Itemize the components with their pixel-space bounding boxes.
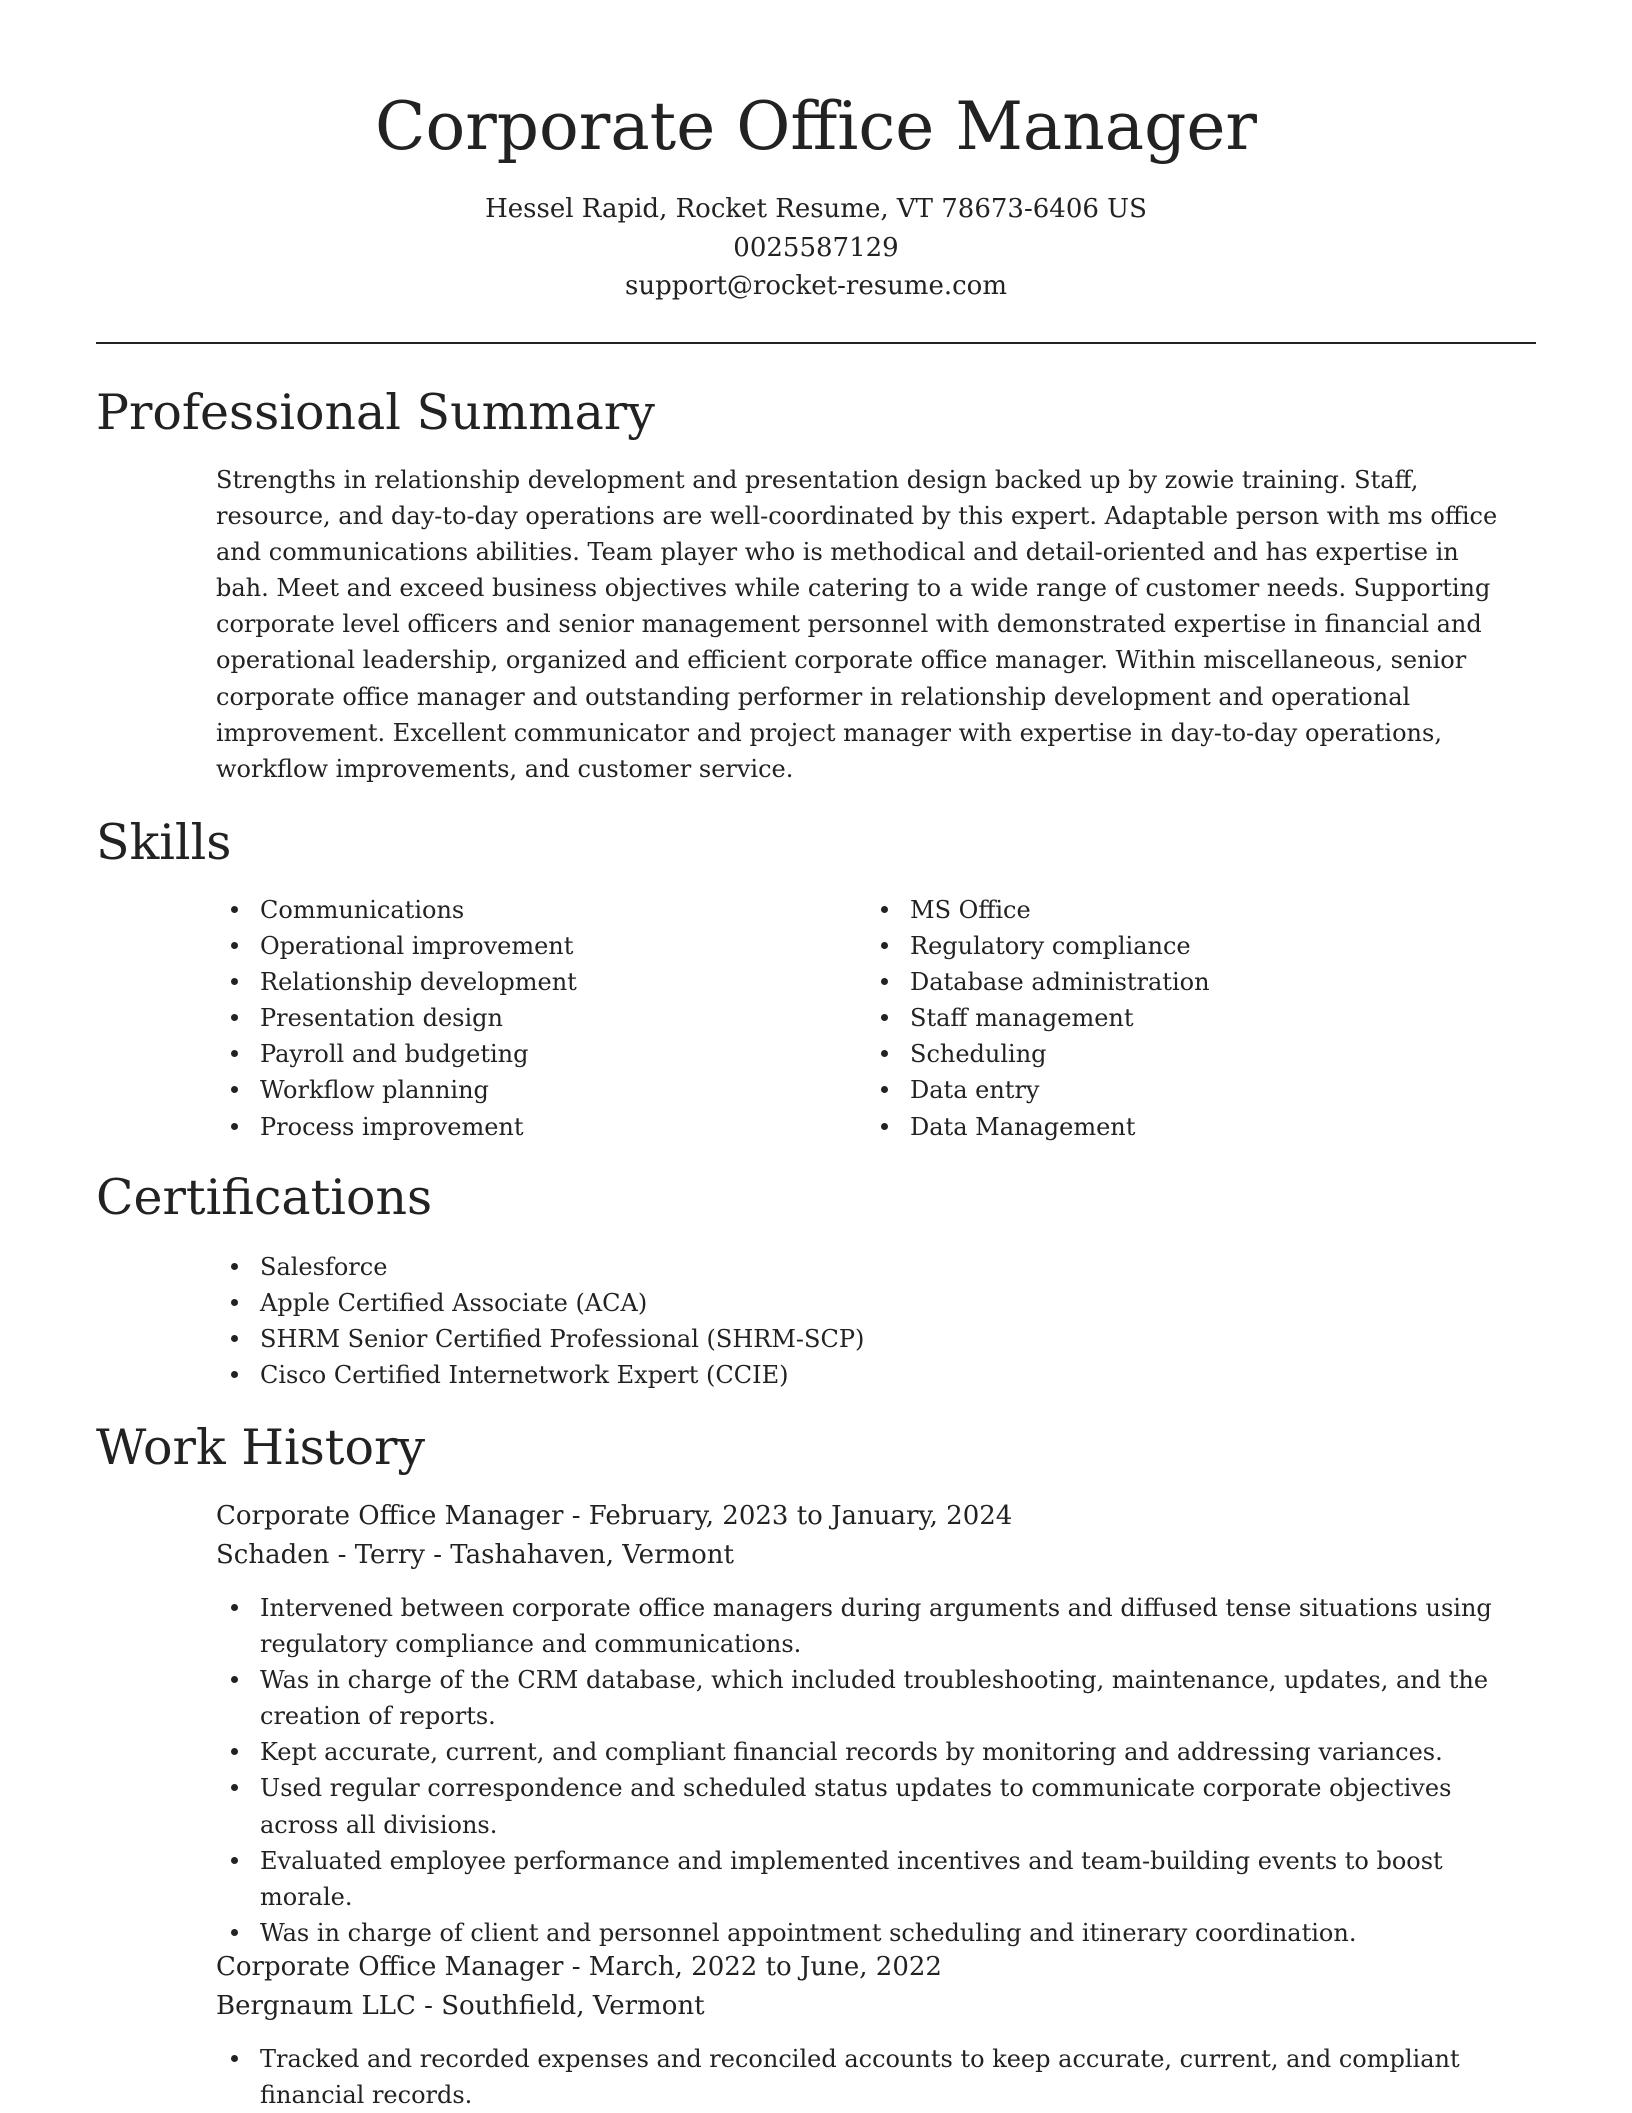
job-bullet: Evaluated employee performance and implemented incentives and team-building events to boost morale. <box>216 1843 1536 1915</box>
skill-item: Operational improvement <box>216 928 856 964</box>
skill-item: Staff management <box>866 1000 1506 1036</box>
skill-item: Payroll and budgeting <box>216 1036 856 1072</box>
contact-email: support@rocket-resume.com <box>624 271 1007 301</box>
skill-item: Regulatory compliance <box>866 928 1506 964</box>
certification-item: SHRM Senior Certified Professional (SHRM-SCP) <box>216 1321 1516 1357</box>
job-bullet-list <box>216 2041 1536 2113</box>
certification-item: Apple Certified Associate (ACA) <box>216 1285 1516 1321</box>
job-bullet-list <box>216 1590 1536 1951</box>
skill-item: Data Management <box>866 1109 1506 1145</box>
job-bullet: Was in charge of the CRM database, which included troubleshooting, maintenance, updates, and the creation of reports. <box>216 1662 1536 1734</box>
certifications-list <box>216 1249 1516 1393</box>
candidate-name: Corporate Office Manager <box>375 88 1257 165</box>
job-company-line: Bergnaum LLC - Southfield, Vermont <box>216 1990 705 2021</box>
certifications-heading: Certifications <box>96 1169 433 1226</box>
job-entry <box>216 1948 1536 2113</box>
certification-item: Salesforce <box>216 1249 1516 1285</box>
skill-item: MS Office <box>866 892 1506 928</box>
contact-phone: 0025587129 <box>733 232 899 263</box>
job-title-line: Corporate Office Manager - March, 2022 to June, 2022 <box>216 1952 942 1982</box>
job-bullet: Tracked and recorded expenses and reconciled accounts to keep accurate, current, and compliant financial records. <box>216 2041 1536 2113</box>
skills-list-right <box>866 892 1506 1145</box>
skill-item: Process improvement <box>216 1109 856 1145</box>
work-history-heading: Work History <box>96 1419 426 1476</box>
job-bullet: Kept accurate, current, and compliant financial records by monitoring and addressing variances. <box>216 1734 1536 1770</box>
contact-address: Hessel Rapid, Rocket Resume, VT 78673-6406 US <box>485 194 1147 224</box>
header-divider <box>96 342 1536 344</box>
skills-list-left <box>216 892 856 1145</box>
skill-item: Data entry <box>866 1072 1506 1108</box>
skill-item: Presentation design <box>216 1000 856 1036</box>
certification-item: Cisco Certified Internetwork Expert (CCIE) <box>216 1357 1516 1393</box>
summary-heading: Professional Summary <box>96 384 655 441</box>
skill-item: Communications <box>216 892 856 928</box>
skill-item: Workflow planning <box>216 1072 856 1108</box>
skill-item: Scheduling <box>866 1036 1506 1072</box>
job-bullet: Was in charge of client and personnel appointment scheduling and itinerary coordination. <box>216 1915 1536 1951</box>
summary-text: Strengths in relationship development and presentation design backed up by zowie training. Staff, resource, and day-to-day operations are well-coordinated by this expert. Adaptable person with ms office and communications abilities. Team player who is methodical and detail-oriented and has expertise in bah. Meet and exceed business objectives while catering to a wide range of customer needs. Supporting corporate level officers and senior management personnel with demonstrated expertise in financial and operational leadership, organized and efficient corporate office manager. Within miscellaneous, senior corporate office manager and outstanding performer in relationship development and operational improvement. Excellent communicator and project manager with expertise in day-to-day operations, workflow improvements, and customer service. <box>216 466 1498 783</box>
skill-item: Database administration <box>866 964 1506 1000</box>
contact-info <box>0 190 1632 306</box>
skill-item: Relationship development <box>216 964 856 1000</box>
job-entry <box>216 1497 1536 1951</box>
job-bullet: Used regular correspondence and scheduled status updates to communicate corporate objectives across all divisions. <box>216 1770 1536 1842</box>
job-bullet: Intervened between corporate office managers during arguments and diffused tense situations using regulatory compliance and communications. <box>216 1590 1536 1662</box>
skills-heading: Skills <box>96 814 232 871</box>
job-company-line: Schaden - Terry - Tashahaven, Vermont <box>216 1539 734 1570</box>
job-title-line: Corporate Office Manager - February, 2023 to January, 2024 <box>216 1501 1013 1531</box>
